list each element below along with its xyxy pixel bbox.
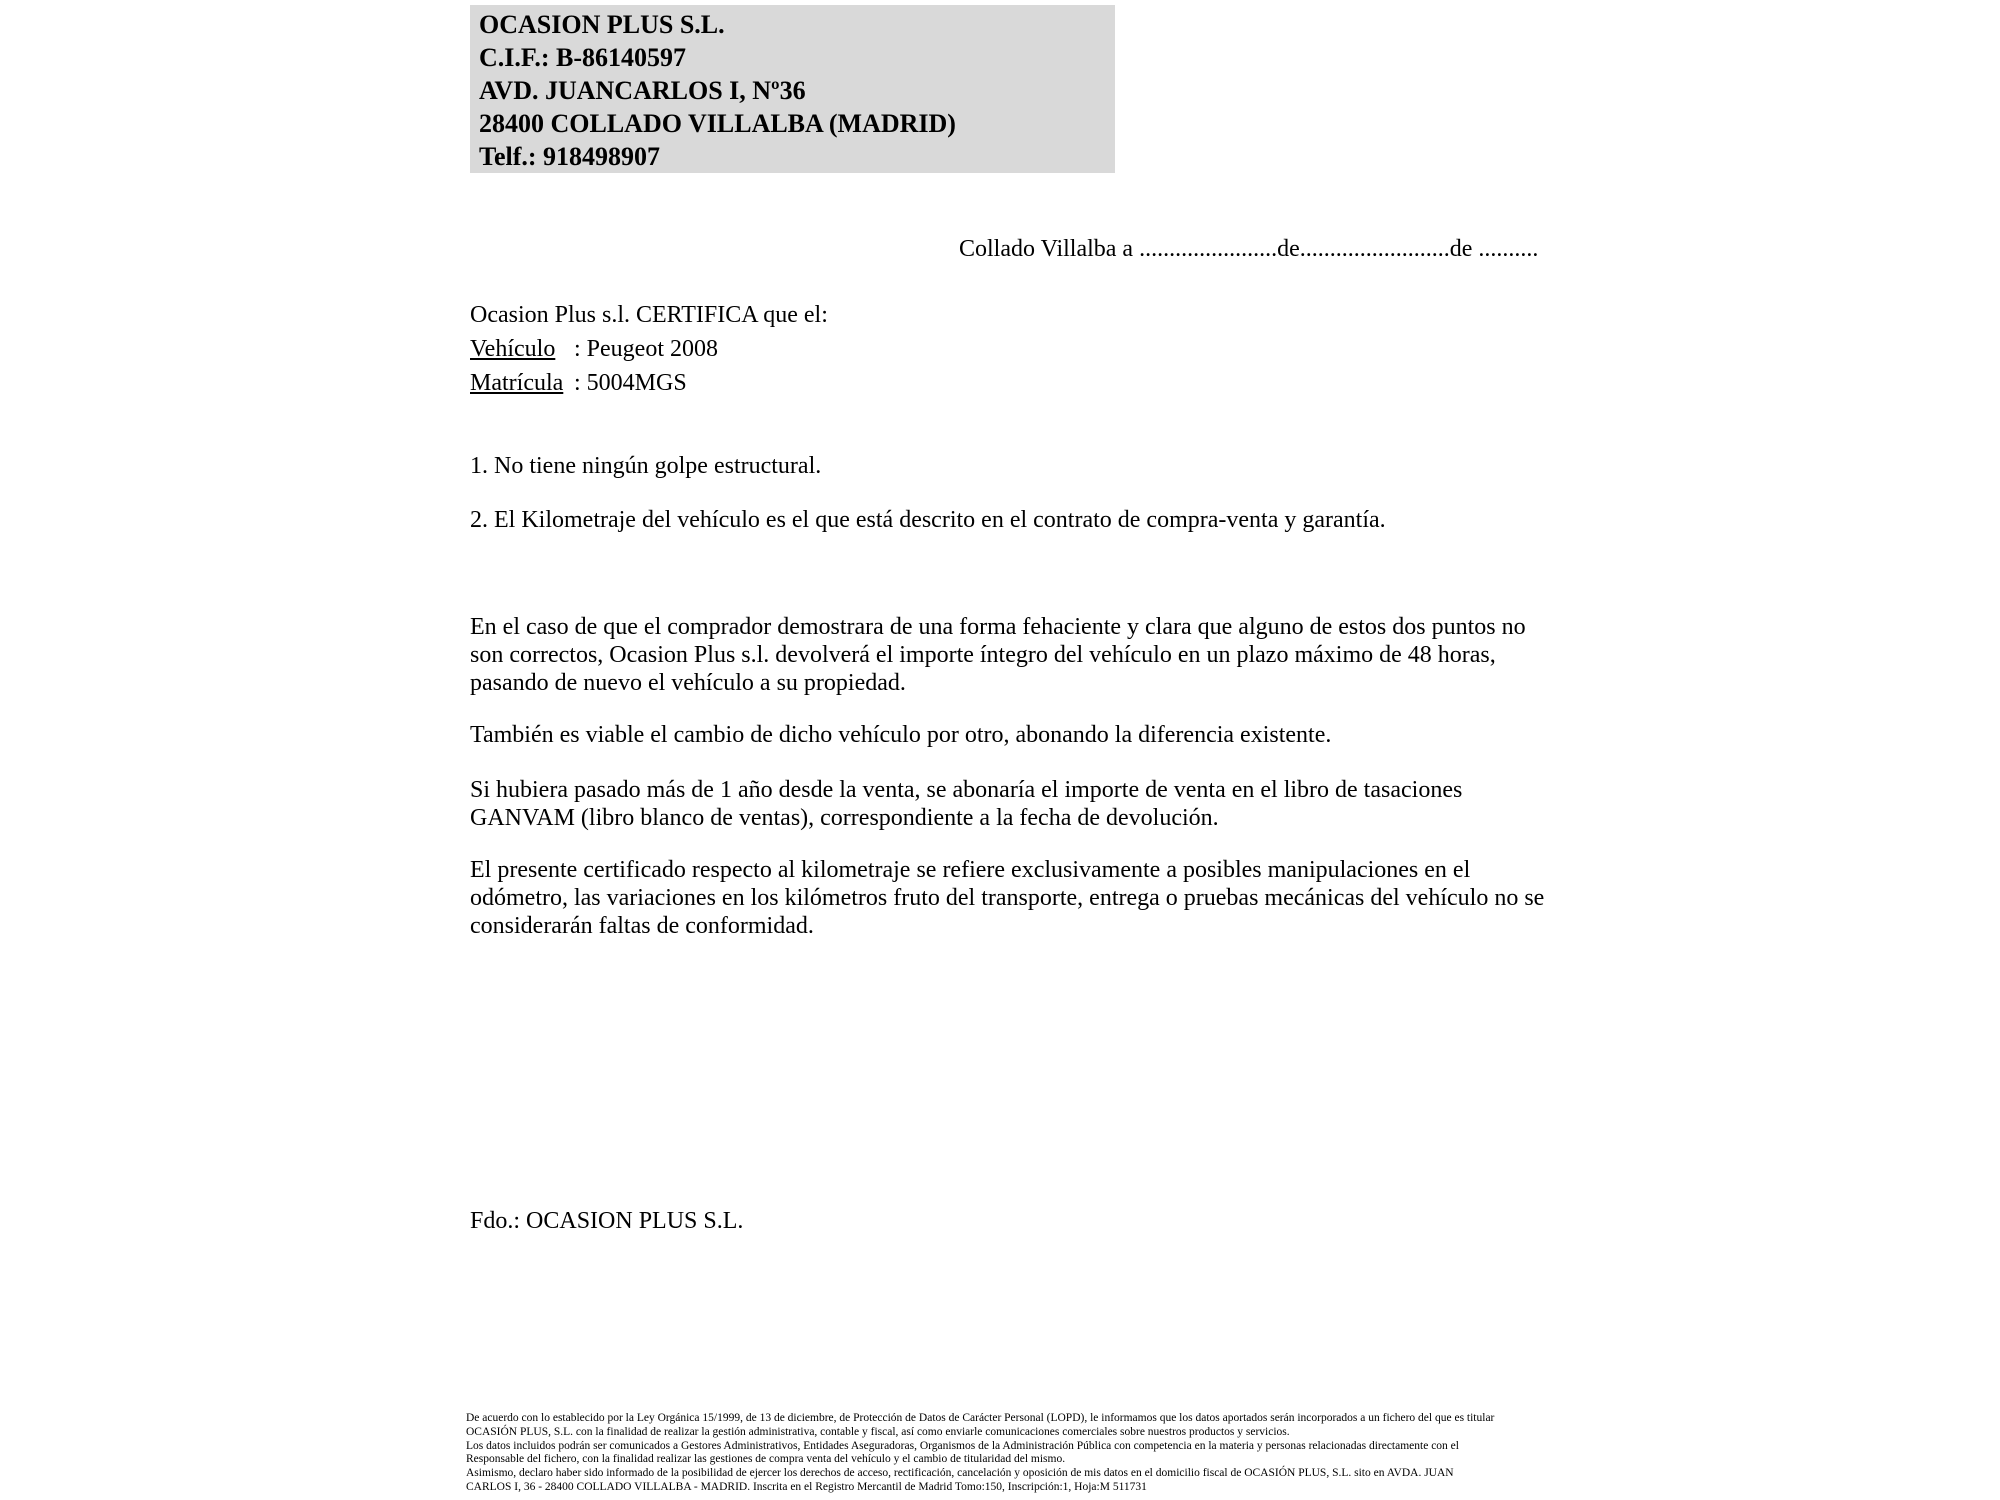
company-name: OCASION PLUS S.L. <box>479 10 725 39</box>
plate-field-row <box>470 366 828 400</box>
certified-point-1: 1. No tiene ningún golpe estructural. <box>470 453 822 479</box>
fineprint-line: De acuerdo con lo establecido por la Ley Orgánica 15/1999, de 13 de diciembre, de Protección de Datos de Carácter Personal (LOPD), le informamos que los datos aportados serán incorporados a un fichero del que es titular <box>466 1412 1495 1424</box>
certifies-statement: Ocasion Plus s.l. CERTIFICA que el: <box>470 302 828 328</box>
ganvam-valuation-paragraph: Si hubiera pasado más de 1 año desde la venta, se abonaría el importe de venta en el libro de tasaciones GANVAM (libro blanco de ventas), correspondiente a la fecha de devolución. <box>470 777 1463 831</box>
fineprint-line: OCASIÓN PLUS, S.L. con la finalidad de realizar la gestión administrativa, contable y fiscal, así como enviarle comunicaciones comerciales sobre nuestros productos y servicios. <box>466 1425 1290 1438</box>
odometer-disclaimer-paragraph: El presente certificado respecto al kilometraje se refiere exclusivamente a posibles manipulaciones en el odómetro, las variaciones en los kilómetros fruto del transporte, entrega o pruebas mecánicas del vehículo no se considerarán faltas de conformidad. <box>470 857 1545 939</box>
certificate-intro-block <box>470 298 828 400</box>
vehicle-field-row <box>470 332 828 366</box>
fineprint-line: Los datos incluidos podrán ser comunicados a Gestores Administrativos, Entidades Aseguradoras, Organismos de la Administración Pública con competencia en la materia y personas relacionadas directamente con el <box>466 1439 1459 1452</box>
certified-point-2: 2. El Kilometraje del vehículo es el que está descrito en el contrato de compra-venta y garantía. <box>470 507 1386 533</box>
fineprint-line: Responsable del fichero, con la finalidad realizar las gestiones de compra venta del vehículo y el cambio de titularidad del mismo. <box>466 1453 1066 1466</box>
fineprint-line: Asimismo, declaro haber sido informado de la posibilidad de ejercer los derechos de acceso, rectificación, cancelación y oposición de mis datos en el domicilio fiscal de OCASIÓN PLUS, S.L. sito en AVDA. JUAN <box>466 1467 1454 1480</box>
company-cif: C.I.F.: B-86140597 <box>479 43 687 72</box>
vehicle-field-value: Peugeot 2008 <box>586 336 718 362</box>
refund-clause-paragraph: En el caso de que el comprador demostrara de una forma fehaciente y clara que alguno de estos dos puntos no son correctos, Ocasion Plus s.l. devolverá el importe íntegro del vehículo en un plazo máximo de 48 horas, pasando de nuevo el vehículo a su propiedad. <box>470 614 1526 696</box>
vehicle-field-separator: : <box>574 336 581 362</box>
vehicle-field-label: Vehículo <box>470 336 556 362</box>
company-header-box <box>470 5 1115 173</box>
company-city: 28400 COLLADO VILLALBA (MADRID) <box>479 109 956 138</box>
signature-line: Fdo.: OCASION PLUS S.L. <box>470 1208 744 1234</box>
company-phone: Telf.: 918498907 <box>479 142 661 171</box>
plate-field-separator: : <box>574 370 581 396</box>
date-place-line: Collado Villalba a .......................de.........................de .......... <box>959 236 1539 262</box>
fineprint-line: CARLOS I, 36 - 28400 COLLADO VILLALBA - MADRID. Inscrita en el Registro Mercantil de Madrid Tomo:150, Inscripción:1, Hoja:M 511731 <box>466 1480 1147 1493</box>
plate-field-value: 5004MGS <box>586 370 687 396</box>
legal-fineprint-block <box>466 1412 1566 1495</box>
exchange-clause-paragraph: También es viable el cambio de dicho vehículo por otro, abonando la diferencia existente. <box>470 722 1332 748</box>
company-address: AVD. JUANCARLOS I, Nº36 <box>479 76 806 105</box>
plate-field-label: Matrícula <box>470 370 564 396</box>
